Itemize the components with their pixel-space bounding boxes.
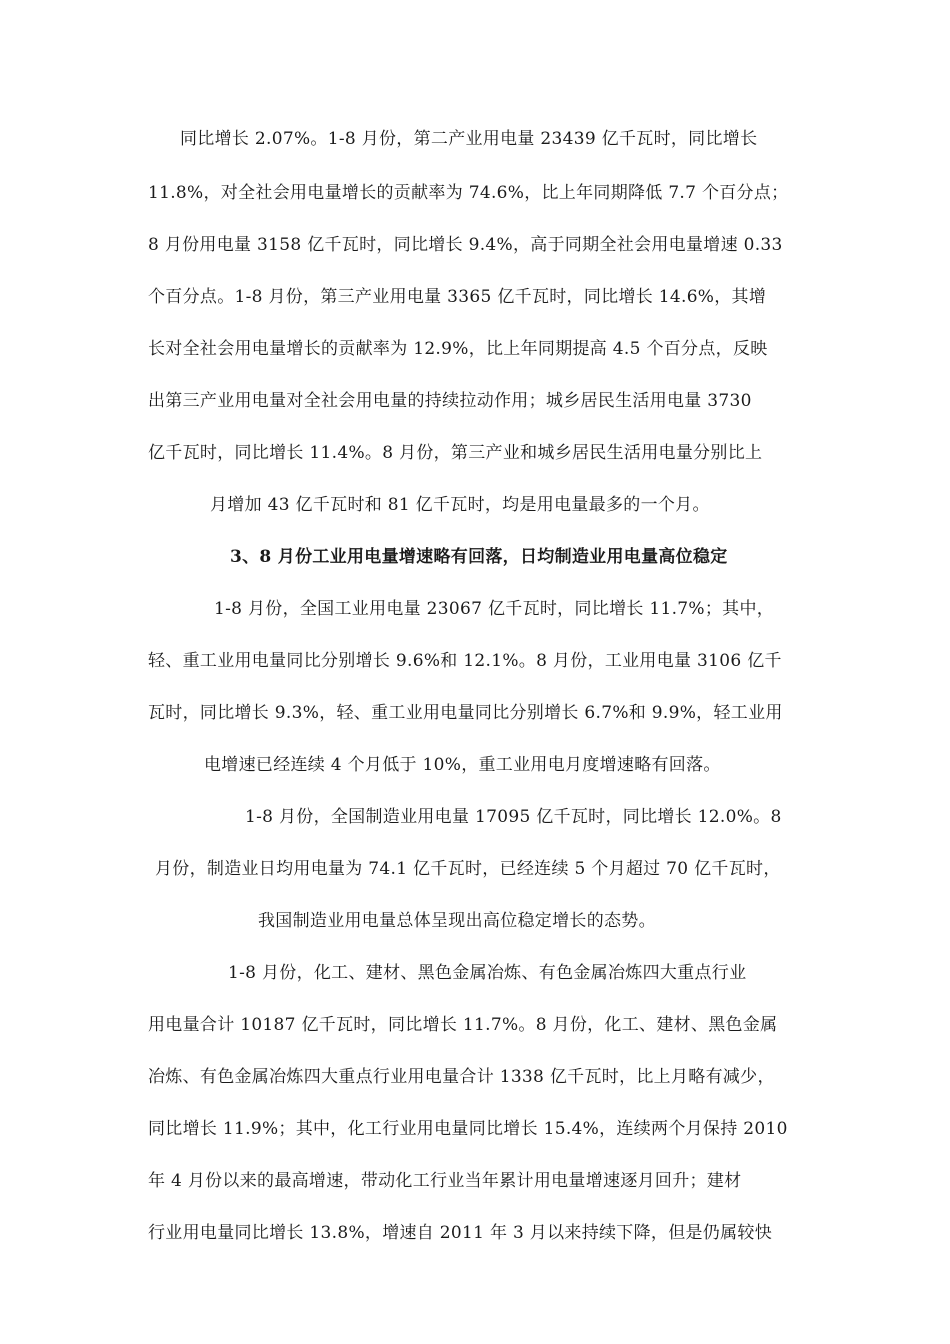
paragraph-line: 出第三产业用电量对全社会用电量的持续拉动作用；城乡居民生活用电量 3730: [148, 391, 752, 411]
paragraph-line: 个百分点。1-8 月份，第三产业用电量 3365 亿千瓦时，同比增长 14.6%，其增: [148, 287, 767, 307]
paragraph-line: 冶炼、有色金属冶炼四大重点行业用电量合计 1338 亿千瓦时，比上月略有减少，: [148, 1067, 775, 1087]
paragraph-line: 轻、重工业用电量同比分别增长 9.6%和 12.1%。8 月份，工业用电量 3106 亿千: [148, 651, 782, 671]
paragraph-line: 11.8%，对全社会用电量增长的贡献率为 74.6%，比上年同期降低 7.7 个百分点；: [148, 183, 789, 203]
paragraph-line: 同比增长 11.9%；其中，化工行业用电量同比增长 15.4%，连续两个月保持 2010: [148, 1119, 788, 1139]
paragraph-line: 瓦时，同比增长 9.3%，轻、重工业用电量同比分别增长 6.7%和 9.9%，轻工业用: [148, 703, 783, 723]
paragraph-line: 亿千瓦时，同比增长 11.4%。8 月份，第三产业和城乡居民生活用电量分别比上: [148, 443, 763, 463]
paragraph-line: 1-8 月份，全国工业用电量 23067 亿千瓦时，同比增长 11.7%；其中，: [214, 599, 775, 619]
paragraph-line: 1-8 月份，全国制造业用电量 17095 亿千瓦时，同比增长 12.0%。8: [245, 807, 782, 827]
paragraph-line: 月份，制造业日均用电量为 74.1 亿千瓦时，已经连续 5 个月超过 70 亿千瓦时，: [155, 859, 781, 879]
paragraph-line: 同比增长 2.07%。1-8 月份，第二产业用电量 23439 亿千瓦时，同比增长: [180, 129, 758, 149]
paragraph-line: 用电量合计 10187 亿千瓦时，同比增长 11.7%。8 月份，化工、建材、黑色金属: [148, 1015, 778, 1035]
paragraph-line: 电增速已经连续 4 个月低于 10%，重工业用电月度增速略有回落。: [204, 755, 721, 775]
section-heading: 3、8 月份工业用电量增速略有回落，日均制造业用电量高位稳定: [230, 547, 728, 567]
paragraph-line: 8 月份用电量 3158 亿千瓦时，同比增长 9.4%，高于同期全社会用电量增速 0.33: [148, 235, 783, 255]
paragraph-line: 1-8 月份，化工、建材、黑色金属冶炼、有色金属冶炼四大重点行业: [228, 963, 747, 983]
paragraph-line: 月增加 43 亿千瓦时和 81 亿千瓦时，均是用电量最多的一个月。: [210, 495, 710, 515]
paragraph-line: 长对全社会用电量增长的贡献率为 12.9%，比上年同期提高 4.5 个百分点，反映: [148, 339, 768, 359]
paragraph-line: 行业用电量同比增长 13.8%，增速自 2011 年 3 月以来持续下降，但是仍属较快: [148, 1223, 773, 1243]
paragraph-line: 我国制造业用电量总体呈现出高位稳定增长的态势。: [258, 911, 656, 931]
paragraph-line: 年 4 月份以来的最高增速，带动化工行业当年累计用电量增速逐月回升；建材: [148, 1171, 742, 1191]
